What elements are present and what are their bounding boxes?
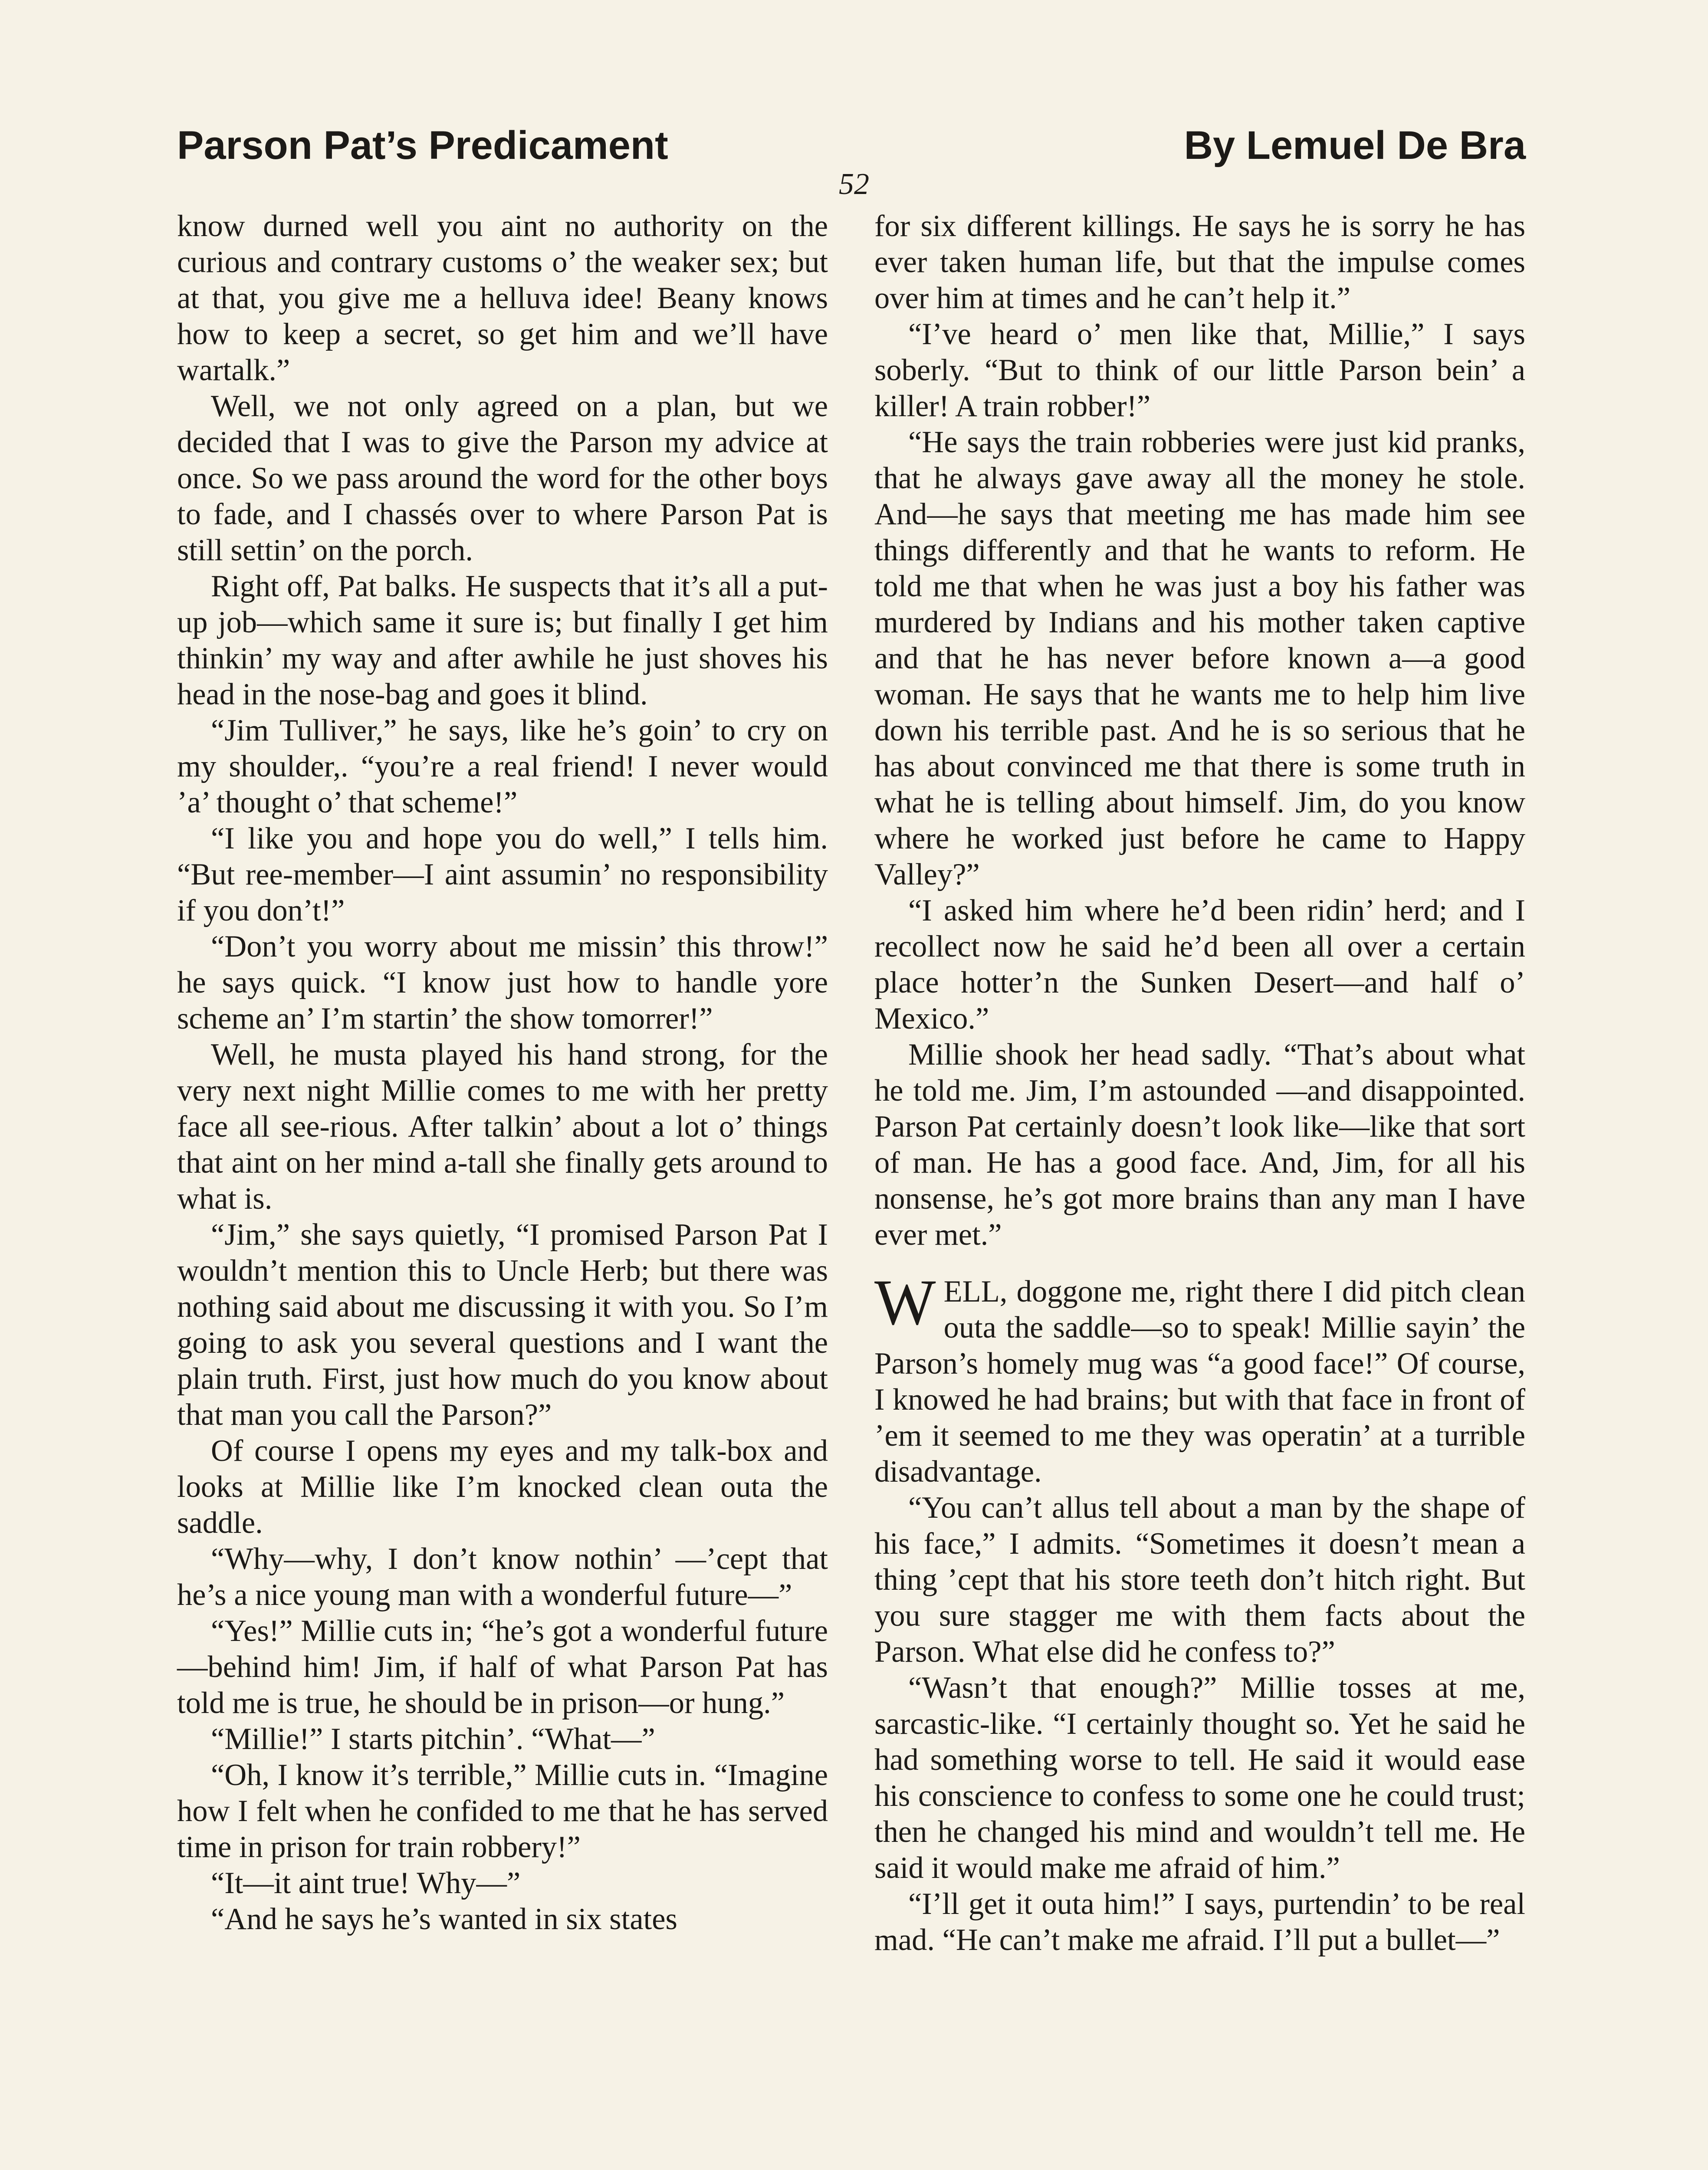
paragraph: Well, we not only agreed on a plan, but we decided that I was to give the Parson my advice at once. So we pass around the word for the other boys to fade, and I chassés over to where Parson Pat is still settin’ on the porch.: [177, 389, 828, 567]
page-number: 52: [839, 168, 869, 201]
paragraph: “Don’t you worry about me missin’ this throw!” he says quick. “I know just how to handle yore scheme an’ I’m startin’ the show tomorrer!”: [177, 930, 828, 1036]
paragraph: “He says the train robberies were just kid pranks, that he always gave away all the money he stole. And—he says that meeting me has made him see things differently and that he wants to reform. He told me that when he was just a boy his father was murdered by Indians and his mother taken captive and that he has never before known a—a good woman. He says that he wants me to help him live down his terrible past. And he is so serious that he has about convinced me that there is some truth in what he is telling about himself. Jim, do you know where he worked just before he came to Happy Valley?”: [874, 425, 1525, 891]
paragraph: “Why—why, I don’t know nothin’ —’cept that he’s a nice young man with a wonderful future—”: [177, 1542, 828, 1612]
paragraph: “Millie!” I starts pitchin’. “What—”: [211, 1722, 655, 1756]
paragraph: “It—it aint true! Why—”: [211, 1866, 521, 1900]
paragraph: know durned well you aint no authority on the curious and contrary customs o’ the weaker sex; but at that, you give me a helluva idee! Beany knows how to keep a secret, so get him and we’ll have wartalk.”: [177, 209, 828, 387]
paragraph: “Yes!” Millie cuts in; “he’s got a wonderful future—behind him! Jim, if half of what Parson Pat has told me is true, he should be in prison—or hung.”: [177, 1614, 828, 1720]
paragraph: Right off, Pat balks. He suspects that it’s all a put-up job—which same it sure is; but finally I get him thinkin’ my way and after awhile he just shoves his head in the nose-bag and goes it blind.: [177, 569, 828, 711]
right-column: [874, 208, 1525, 1958]
author-byline: By Lemuel De Bra: [1184, 123, 1526, 168]
paragraph: “Jim,” she says quietly, “I promised Parson Pat I wouldn’t mention this to Uncle Herb; but there was nothing said about me discussing it with you. So I’m going to ask you several questions and I want the plain truth. First, just how much do you know about that man you call the Parson?”: [177, 1218, 828, 1432]
paragraph: for six different killings. He says he is sorry he has ever taken human life, but that the impulse comes over him at times and he can’t help it.”: [874, 209, 1525, 315]
paragraph: “I asked him where he’d been ridin’ herd; and I recollect now he said he’d been all over a certain place hotter’n the Sunken Desert—and half o’ Mexico.”: [874, 894, 1525, 1036]
paragraph: Well, he musta played his hand strong, for the very next night Millie comes to me with her pretty face all see-rious. After talkin’ about a lot o’ things that aint on her mind a-tall she finally gets around to what is.: [177, 1038, 828, 1216]
paragraph: “Jim Tulliver,” he says, like he’s goin’ to cry on my shoulder,. “you’re a real friend! I never would ’a’ thought o’ that scheme!”: [177, 713, 828, 819]
paragraph: “I’ve heard o’ men like that, Millie,” I says soberly. “But to think of our little Parson bein’ a killer! A train robber!”: [874, 317, 1525, 423]
paragraph: “I like you and hope you do well,” I tells him. “But ree-member—I aint assumin’ no responsibility if you don’t!”: [177, 822, 828, 927]
section-break-paragraph: [874, 1266, 1525, 1490]
paragraph: “Oh, I know it’s terrible,” Millie cuts in. “Imagine how I felt when he confided to me that he has served time in prison for train robbery!”: [177, 1758, 828, 1864]
story-title: Parson Pat’s Predicament: [177, 123, 668, 168]
section-break-text: ELL, doggone me, right there I did pitch clean outa the saddle—so to speak! Millie sayin’ the Parson’s homely mug was “a good face!” Of course, I knowed he had brains; but with that face in front of ’em it seemed to me they was operatin’ at a turrible disadvantage.: [874, 1275, 1525, 1489]
paragraph: “Wasn’t that enough?” Millie tosses at me, sarcastic-like. “I certainly thought so. Yet he said he had something worse to tell. He said it would ease his conscience to confess to some one he could trust; then he changed his mind and wouldn’t tell me. He said it would make me afraid of him.”: [874, 1671, 1525, 1885]
left-column: [177, 208, 828, 1937]
paragraph: Millie shook her head sadly. “That’s about what he told me. Jim, I’m astounded —and disappointed. Parson Pat certainly doesn’t look like—like that sort of man. He has a good face. And, Jim, for all his nonsense, he’s got more brains than any man I have ever met.”: [874, 1038, 1525, 1252]
paragraph: “And he says he’s wanted in six states: [211, 1902, 677, 1936]
paragraph: “I’ll get it outa him!” I says, purtendin’ to be real mad. “He can’t make me afraid. I’ll put a bullet—”: [874, 1887, 1525, 1957]
paragraph: Of course I opens my eyes and my talk-box and looks at Millie like I’m knocked clean outa the saddle.: [177, 1434, 828, 1540]
drop-cap: W: [874, 1266, 936, 1338]
paragraph: “You can’t allus tell about a man by the shape of his face,” I admits. “Sometimes it doesn’t mean a thing ’cept that his store teeth don’t hitch right. But you sure stagger me with them facts about the Parson. What else did he confess to?”: [874, 1491, 1525, 1669]
